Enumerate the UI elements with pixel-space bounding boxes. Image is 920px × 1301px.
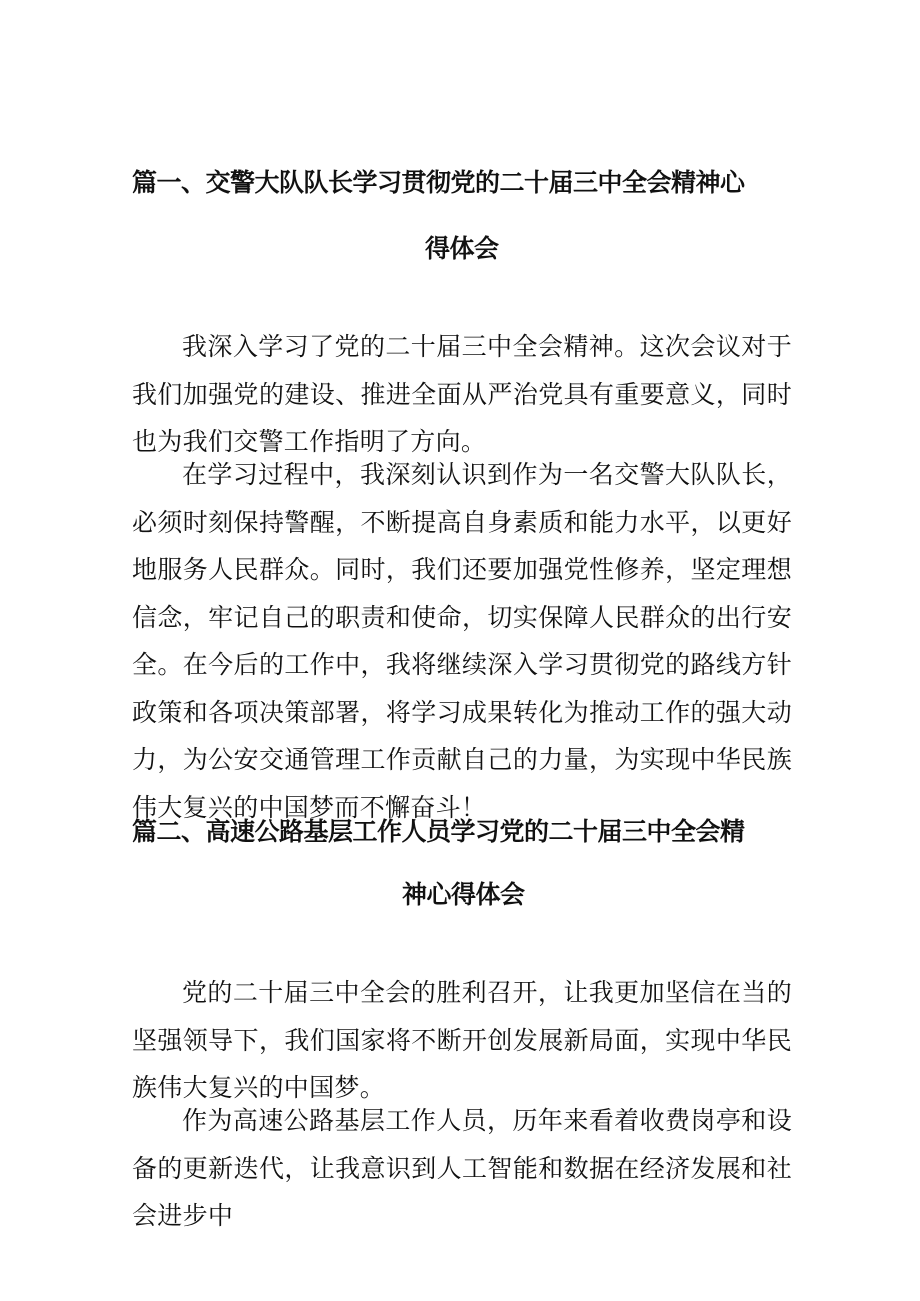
section-2-title-line-2: 神心得体会 <box>402 880 525 909</box>
section-1-title-line-2: 得体会 <box>425 234 499 263</box>
section-2-paragraph-1: 党的二十届三中全会的胜利召开，让我更加坚信在当的坚强领导下，我们国家将不断开创发展新局面，实现中华民族伟大复兴的中国梦。 <box>132 978 792 1102</box>
section-1-paragraph-1: 我深入学习了党的二十届三中全会精神。这次会议对于我们加强党的建设、推进全面从严治党具有重要意义，同时也为我们交警工作指明了方向。 <box>132 332 792 456</box>
section-2-paragraph-2: 作为高速公路基层工作人员，历年来看着收费岗亭和设备的更新迭代，让我意识到人工智能和数据在经济发展和社会进步中 <box>132 1106 792 1230</box>
section-2-title-line-1: 篇二、高速公路基层工作人员学习党的二十届三中全会精 <box>132 817 745 846</box>
section-1-paragraph-2: 在学习过程中，我深刻认识到作为一名交警大队队长，必须时刻保持警醒，不断提高自身素质和能力水平，以更好地服务人民群众。同时，我们还要加强党性修养，坚定理想信念，牢记自己的职责和使命，切实保障人民群众的出行安全。在今后的工作中，我将继续深入学习贯彻党的路线方针政策和各项决策部署，将学习成果转化为推动工作的强大动力，为公安交通管理工作贡献自己的力量，为实现中华民族伟大复兴的中国梦而不懈奋斗！ <box>132 460 792 822</box>
section-1-title-line-1: 篇一、交警大队队长学习贯彻党的二十届三中全会精神心 <box>132 168 745 197</box>
